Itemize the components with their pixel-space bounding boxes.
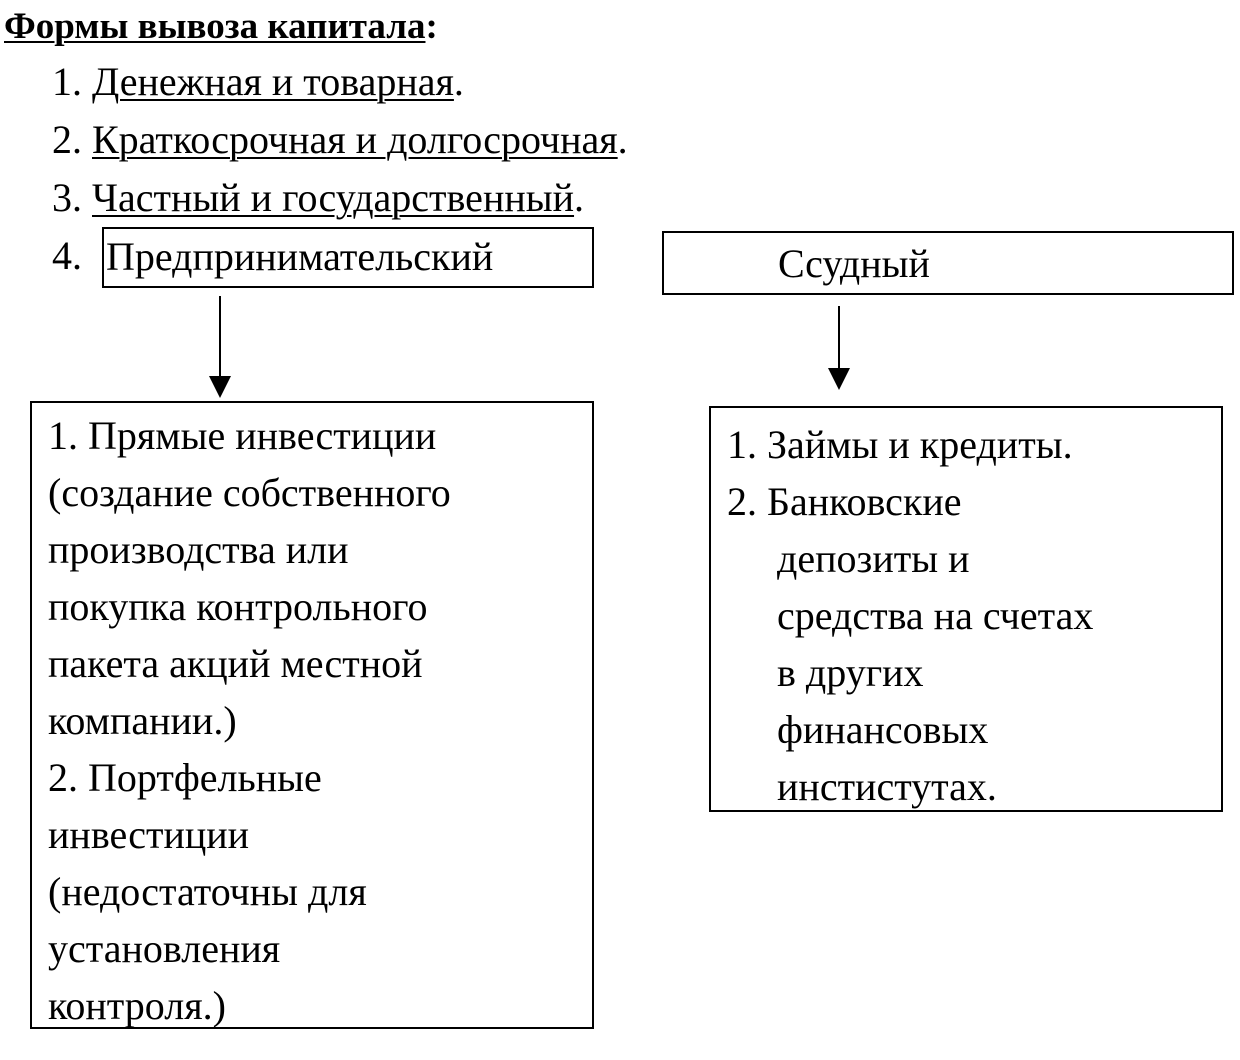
panel-line: в других xyxy=(777,650,924,695)
panel-line: (недостаточны для xyxy=(48,869,367,914)
panel-line: средства на счетах xyxy=(777,593,1094,638)
form-item-3 xyxy=(52,174,584,222)
form-label: Денежная и товарная xyxy=(92,59,454,104)
form-item-2 xyxy=(52,116,628,164)
title-text: Формы вывоза капитала xyxy=(4,6,426,47)
panel-line: инвестиции xyxy=(48,812,250,857)
panel-line: 1. Прямые инвестиции xyxy=(48,413,437,458)
loan-types-panel xyxy=(709,406,1223,812)
form-number: 1. xyxy=(52,59,82,104)
loan-label: Ссудный xyxy=(778,241,930,286)
panel-line: 2. Портфельные xyxy=(48,755,322,800)
entrepreneurial-types-panel xyxy=(30,401,594,1029)
form-number: 2. xyxy=(52,117,82,162)
form-item-1 xyxy=(52,58,464,106)
entrepreneurial-label: Предпринимательский xyxy=(106,234,494,279)
panel-line: установления xyxy=(48,926,281,971)
form-label: Частный и государственный xyxy=(92,175,575,220)
panel-line: контроля.) xyxy=(48,983,226,1028)
form-number: 3. xyxy=(52,175,82,220)
panel-line: инстиcтутах. xyxy=(777,764,997,809)
title-colon: : xyxy=(425,6,438,47)
panel-line: покупка контрольного xyxy=(48,584,428,629)
form-end: . xyxy=(453,59,464,104)
arrow-down-left-icon xyxy=(205,296,235,400)
loan-box xyxy=(662,231,1234,295)
panel-line: компании.) xyxy=(48,698,237,743)
arrow-down-right-icon xyxy=(824,306,854,392)
panel-line: финансовых xyxy=(777,707,989,752)
diagram-title xyxy=(4,4,438,50)
form-end: . xyxy=(617,117,628,162)
panel-line: пакета акций местной xyxy=(48,641,423,686)
form-item-4 xyxy=(52,232,82,280)
panel-line: (создание собственного xyxy=(48,470,451,515)
entrepreneurial-box xyxy=(102,227,594,288)
form-end: . xyxy=(574,175,585,220)
panel-line: 1. Займы и кредиты. xyxy=(727,422,1073,467)
panel-line: производства или xyxy=(48,527,349,572)
panel-line: 2. Банковские xyxy=(727,479,962,524)
panel-line: депозиты и xyxy=(777,536,970,581)
form-label: Краткосрочная и долгосрочная xyxy=(92,117,618,162)
form-number: 4. xyxy=(52,233,82,278)
